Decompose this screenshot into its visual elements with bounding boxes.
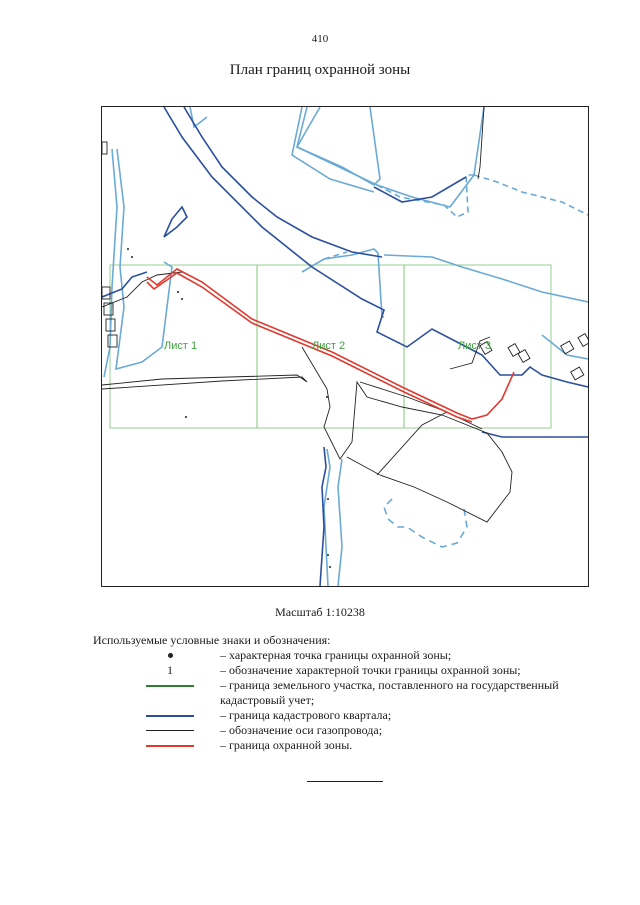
legend-text: – обозначение оси газопровода; (220, 723, 383, 737)
parcel-line (190, 107, 207, 127)
parcel-line (104, 149, 117, 377)
land-parcel-line-symbol (146, 685, 194, 687)
characteristic-point-symbol (168, 653, 173, 658)
point (327, 554, 329, 556)
protection-zone-line-symbol (146, 745, 194, 747)
black-line (102, 375, 307, 389)
black-lines (102, 107, 512, 522)
parcel-line (302, 249, 384, 317)
sheet-label-3: Лист 3 (458, 340, 492, 352)
legend-item (120, 708, 600, 723)
cadastral-quarter-line-symbol (146, 715, 194, 717)
page-number: 410 (311, 33, 329, 45)
legend-text: – характерная точка границы охранной зоны; (220, 648, 452, 662)
point-number-symbol: 1 (167, 663, 173, 677)
point (185, 416, 187, 418)
point (181, 298, 183, 300)
quarter-line (164, 207, 187, 237)
characteristic-points (127, 248, 331, 568)
legend-item (120, 678, 600, 708)
document-title: План границ охранной зоны (229, 62, 411, 78)
quarter-line (482, 432, 588, 437)
sheet-label-2: Лист 2 (312, 340, 346, 352)
quarter-line (184, 107, 382, 257)
pipeline-axis-line-symbol (146, 730, 194, 731)
parcel-line (338, 459, 342, 586)
legend-title: Используемые условные знаки и обозначения: (93, 633, 331, 647)
parcel-line (116, 149, 172, 369)
point (131, 256, 133, 258)
black-line (360, 382, 482, 429)
black-line (302, 347, 512, 522)
parcel-line (542, 335, 588, 359)
parcel-line (384, 255, 588, 302)
legend-item (120, 738, 600, 753)
legend-text: – обозначение характерной точки границы охранной зоны; (220, 663, 521, 677)
point (327, 498, 329, 500)
point (326, 396, 328, 398)
point (127, 248, 129, 250)
point (177, 291, 179, 293)
legend (120, 648, 600, 753)
parcel-line (297, 107, 380, 185)
parcel-line-dashed (474, 175, 588, 215)
legend-text: – граница земельного участка, поставленного на государственный кадастровый учет; (220, 678, 559, 707)
legend-item (120, 723, 600, 738)
legend-text: – граница охранной зоны. (220, 738, 353, 752)
black-line (377, 412, 447, 475)
sheet-label-1: Лист 1 (164, 340, 198, 352)
building (578, 334, 588, 347)
building (571, 367, 584, 380)
signature-line (307, 781, 383, 782)
point (329, 566, 331, 568)
quarter-line (102, 272, 147, 297)
building (102, 142, 107, 154)
legend-item (120, 663, 600, 678)
legend-text: – граница кадастрового квартала; (220, 708, 392, 722)
legend-item (120, 648, 600, 663)
boundary-plan-map (101, 106, 589, 587)
scale-text: Масштаб 1:10238 (275, 605, 365, 619)
